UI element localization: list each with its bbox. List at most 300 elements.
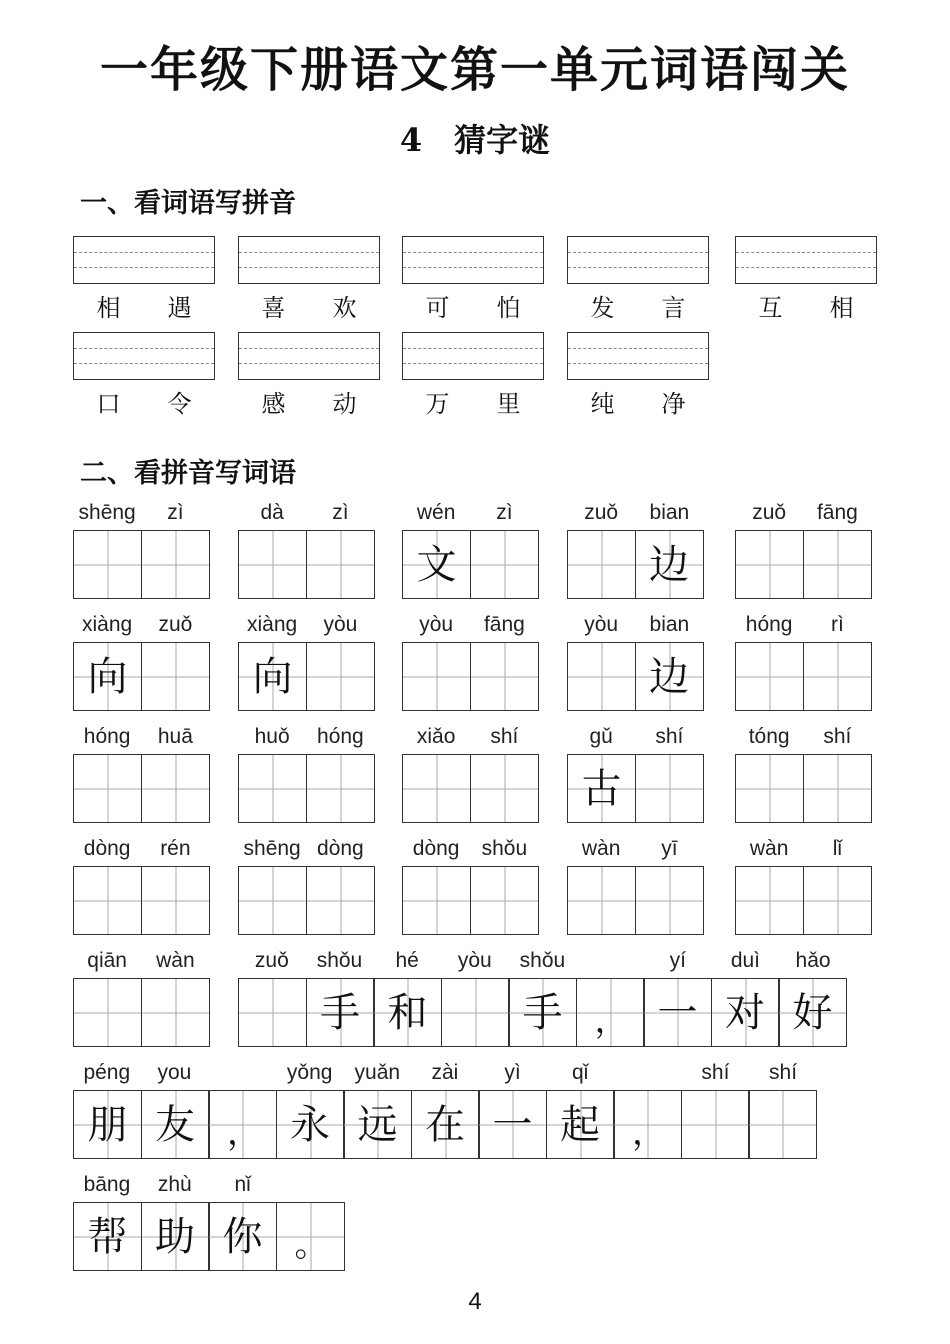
pinyin-syllable: qǐ (572, 1061, 589, 1084)
pinyin-syllable: zuǒ (752, 501, 787, 524)
word-label (402, 384, 544, 419)
word-char: 动 (332, 390, 357, 418)
pinyin-label-row (73, 724, 210, 750)
word-char: 遇 (167, 294, 192, 322)
pinyin-syllable: wàn (749, 837, 789, 860)
pinyin-syllable: wén (416, 501, 456, 524)
writing-cell[interactable] (141, 754, 210, 823)
pinyin-label-row (238, 612, 375, 638)
guide-line (403, 348, 543, 349)
word-char: 可 (425, 294, 450, 322)
guide-line (239, 348, 379, 349)
cell-char: 助 (155, 1213, 195, 1260)
cell-char: 手 (320, 989, 360, 1036)
word-char: 相 (96, 294, 121, 322)
tianzige-grid (735, 530, 870, 599)
pinyin-syllable: yǒng (286, 1061, 333, 1084)
cell-char: ， (632, 1113, 666, 1153)
writing-cell[interactable] (546, 1090, 615, 1159)
word-label (238, 384, 380, 419)
word-char: 发 (590, 294, 615, 322)
tianzige-grid (567, 866, 702, 935)
tianzige-grid (73, 866, 208, 935)
writing-cell[interactable] (735, 866, 804, 935)
writing-cell[interactable] (803, 530, 872, 599)
pinyin-syllable: fāng (483, 613, 525, 636)
cell-char: 你 (222, 1213, 263, 1260)
writing-cell[interactable] (141, 978, 210, 1047)
writing-cell[interactable] (141, 530, 210, 599)
cell-char: 好 (792, 989, 833, 1036)
word-char: 净 (661, 390, 686, 418)
cell-char (142, 979, 209, 1046)
pinyin-syllable: shēng (243, 837, 301, 860)
pinyin-syllable: shǒu (316, 949, 363, 972)
cell-char (307, 755, 374, 822)
pinyin-input-box[interactable] (238, 236, 380, 284)
writing-cell[interactable] (735, 530, 804, 599)
word-char: 言 (661, 294, 686, 322)
pinyin-label-row (238, 836, 375, 862)
cell-char (403, 755, 470, 822)
tianzige-grid (73, 754, 208, 823)
writing-cell[interactable] (141, 642, 210, 711)
writing-cell[interactable] (803, 642, 872, 711)
pinyin-syllable: fāng (816, 501, 858, 524)
cell-char (736, 531, 803, 598)
cell-char: ， (227, 1113, 261, 1153)
pinyin-syllable: shēng (78, 501, 136, 524)
tianzige-grid (238, 978, 846, 1047)
pinyin-label-row (73, 1060, 817, 1086)
writing-cell[interactable] (478, 1090, 547, 1159)
writing-cell[interactable] (681, 1090, 750, 1159)
writing-cell[interactable] (778, 978, 847, 1047)
writing-cell[interactable] (508, 978, 577, 1047)
writing-cell[interactable] (306, 866, 375, 935)
cell-char (142, 531, 209, 598)
guide-line (568, 267, 708, 268)
guide-line (74, 363, 214, 364)
pinyin-input-box[interactable] (73, 332, 215, 380)
writing-cell[interactable] (73, 754, 142, 823)
cell-char: 一 (492, 1101, 533, 1148)
pinyin-syllable: yòu (419, 613, 454, 636)
cell-char (442, 979, 509, 1046)
word-label (238, 288, 380, 323)
section-heading-words: 二、看拼音写词语 (80, 458, 296, 489)
cell-char: 边 (649, 653, 689, 700)
writing-cell[interactable] (402, 754, 471, 823)
cell-char (636, 755, 703, 822)
pinyin-syllable: zuǒ (254, 949, 289, 972)
writing-cell[interactable] (73, 642, 142, 711)
guide-line (568, 363, 708, 364)
writing-cell[interactable] (470, 754, 539, 823)
pinyin-syllable: hóng (317, 725, 364, 748)
pinyin-syllable: yì (504, 1061, 521, 1084)
cell-char (142, 755, 209, 822)
pinyin-label-row (402, 612, 539, 638)
pinyin-label-row (567, 612, 704, 638)
section-heading-pinyin: 一、看词语写拼音 (80, 188, 296, 219)
pinyin-syllable: shǒu (481, 837, 528, 860)
pinyin-label-row (238, 500, 375, 526)
pinyin-syllable: hé (395, 949, 419, 972)
pinyin-syllable: nǐ (234, 1173, 251, 1196)
word-char: 万 (425, 390, 450, 418)
cell-char: 向 (252, 653, 293, 700)
pinyin-syllable: wàn (581, 837, 621, 860)
tianzige-grid (402, 530, 537, 599)
pinyin-syllable: hóng (745, 613, 793, 636)
cell-char: 和 (387, 989, 428, 1036)
cell-char (749, 1091, 816, 1158)
cell-char: 手 (522, 989, 563, 1036)
writing-cell[interactable] (276, 1090, 345, 1159)
pinyin-syllable: shí (823, 725, 852, 748)
pinyin-syllable: yòu (323, 613, 358, 636)
writing-cell[interactable] (567, 866, 636, 935)
cell-char (736, 643, 803, 710)
writing-cell[interactable] (141, 1090, 210, 1159)
cell-char (239, 531, 306, 598)
pinyin-syllable: rén (160, 837, 191, 860)
writing-cell[interactable] (238, 530, 307, 599)
writing-cell[interactable] (208, 1202, 277, 1271)
guide-line (239, 363, 379, 364)
pinyin-syllable: tóng (748, 725, 790, 748)
cell-char: 边 (649, 541, 689, 588)
word-label (567, 288, 709, 323)
pinyin-label-row (238, 948, 847, 974)
pinyin-label-row (402, 724, 539, 750)
word-label (73, 384, 215, 419)
pinyin-syllable: dòng (83, 837, 131, 860)
writing-cell[interactable] (635, 530, 704, 599)
guide-line (239, 267, 379, 268)
writing-cell[interactable] (711, 978, 780, 1047)
cell-char: 文 (416, 541, 457, 588)
tianzige-grid (238, 530, 373, 599)
pinyin-syllable: shí (701, 1061, 730, 1084)
tianzige-grid (735, 642, 870, 711)
cell-char: 友 (155, 1101, 195, 1148)
guide-line (403, 252, 543, 253)
pinyin-input-box[interactable] (238, 332, 380, 380)
word-char: 里 (496, 390, 521, 418)
tianzige-grid (402, 754, 537, 823)
cell-char (74, 867, 141, 934)
pinyin-syllable: shǒu (519, 949, 566, 972)
pinyin-syllable: you (157, 1061, 192, 1084)
pinyin-syllable: yī (661, 837, 678, 860)
cell-char (142, 643, 209, 710)
pinyin-syllable (614, 1060, 682, 1086)
pinyin-syllable: hǎo (795, 949, 831, 972)
writing-cell[interactable] (613, 1090, 682, 1159)
writing-cell[interactable] (276, 1202, 345, 1271)
cell-char (804, 867, 871, 934)
pinyin-input-box[interactable] (567, 236, 709, 284)
cell-char (403, 643, 470, 710)
cell-char (471, 531, 538, 598)
cell-char (636, 867, 703, 934)
guide-line (74, 252, 214, 253)
cell-char (804, 643, 871, 710)
pinyin-syllable: bāng (83, 1173, 131, 1196)
tianzige-grid (402, 642, 537, 711)
pinyin-syllable: xiàng (247, 613, 298, 636)
writing-cell[interactable] (470, 866, 539, 935)
cell-char (568, 867, 635, 934)
guide-line (74, 348, 214, 349)
writing-cell[interactable] (567, 754, 636, 823)
pinyin-syllable: zài (431, 1061, 459, 1084)
writing-cell[interactable] (567, 530, 636, 599)
pinyin-syllable: duì (730, 949, 761, 972)
writing-cell[interactable] (635, 754, 704, 823)
pinyin-syllable: zì (332, 501, 349, 524)
writing-cell[interactable] (141, 1202, 210, 1271)
writing-cell[interactable] (373, 978, 442, 1047)
pinyin-syllable: shí (655, 725, 684, 748)
tianzige-grid (73, 642, 208, 711)
writing-cell[interactable] (238, 866, 307, 935)
writing-cell[interactable] (73, 978, 142, 1047)
pinyin-syllable: dòng (412, 837, 460, 860)
writing-cell[interactable] (73, 866, 142, 935)
cell-char (239, 867, 306, 934)
pinyin-label-row (567, 500, 704, 526)
pinyin-label-row (402, 500, 539, 526)
writing-cell[interactable] (73, 1202, 142, 1271)
pinyin-syllable: gǔ (589, 725, 613, 748)
cell-char: ， (594, 1001, 629, 1041)
writing-cell[interactable] (73, 530, 142, 599)
tianzige-grid (567, 642, 702, 711)
guide-line (568, 252, 708, 253)
pinyin-syllable: wàn (156, 949, 195, 972)
cell-char: 在 (425, 1101, 465, 1148)
writing-cell[interactable] (343, 1090, 412, 1159)
pinyin-label-row (735, 500, 872, 526)
word-char: 喜 (261, 294, 286, 322)
pinyin-syllable: lǐ (832, 837, 843, 860)
writing-cell[interactable] (643, 978, 712, 1047)
tianzige-grid (73, 1202, 343, 1271)
writing-cell[interactable] (306, 530, 375, 599)
cell-char: 对 (725, 989, 765, 1036)
writing-cell[interactable] (238, 642, 307, 711)
tianzige-grid (73, 978, 208, 1047)
word-char: 怕 (496, 294, 521, 322)
cell-char (568, 531, 635, 598)
cell-char: 帮 (87, 1213, 128, 1260)
writing-cell[interactable] (470, 530, 539, 599)
writing-cell[interactable] (402, 866, 471, 935)
word-char: 令 (167, 390, 192, 418)
cell-char: 一 (657, 989, 698, 1036)
pinyin-syllable: yuǎn (354, 1061, 401, 1084)
writing-cell[interactable] (441, 978, 510, 1047)
cell-char (804, 755, 871, 822)
pinyin-label-row (735, 836, 872, 862)
lesson-title: 4 猜字谜 (399, 121, 551, 159)
pinyin-input-box[interactable] (402, 332, 544, 380)
cell-char (682, 1091, 749, 1158)
pinyin-label-row (73, 612, 210, 638)
page-title: 一年级下册语文第一单元词语闯关 (99, 42, 850, 98)
cell-char (471, 755, 538, 822)
cell-char (74, 531, 141, 598)
pinyin-label-row (567, 724, 704, 750)
pinyin-syllable: hóng (83, 725, 131, 748)
writing-cell[interactable] (141, 866, 210, 935)
pinyin-syllable: péng (83, 1061, 131, 1084)
cell-char (142, 867, 209, 934)
guide-line (736, 267, 876, 268)
word-char: 口 (96, 390, 121, 418)
word-char: 互 (758, 294, 783, 322)
writing-cell[interactable] (411, 1090, 480, 1159)
tianzige-grid (735, 866, 870, 935)
tianzige-grid (238, 642, 373, 711)
guide-line (568, 348, 708, 349)
writing-cell[interactable] (402, 530, 471, 599)
pinyin-syllable: yòu (584, 613, 619, 636)
pinyin-syllable: xiǎo (416, 725, 456, 748)
cell-char: 永 (290, 1101, 330, 1148)
pinyin-syllable: zì (167, 501, 184, 524)
pinyin-input-box[interactable] (567, 332, 709, 380)
pinyin-input-box[interactable] (73, 236, 215, 284)
cell-char (307, 531, 374, 598)
tianzige-grid (73, 1090, 816, 1159)
page-number: 4 (468, 1288, 482, 1315)
word-label (402, 288, 544, 323)
pinyin-syllable: shí (490, 725, 519, 748)
writing-cell[interactable] (238, 754, 307, 823)
cell-char (736, 755, 803, 822)
pinyin-syllable: shí (769, 1061, 798, 1084)
cell-char (74, 755, 141, 822)
guide-line (239, 252, 379, 253)
tianzige-grid (402, 866, 537, 935)
word-char: 感 (261, 390, 286, 418)
word-label (73, 288, 215, 323)
cell-char (471, 867, 538, 934)
writing-cell[interactable] (803, 866, 872, 935)
tianzige-grid (735, 754, 870, 823)
writing-cell[interactable] (735, 642, 804, 711)
cell-char (307, 643, 374, 710)
writing-cell[interactable] (306, 978, 375, 1047)
pinyin-syllable (277, 1172, 345, 1198)
cell-char: 古 (581, 765, 622, 812)
word-char: 纯 (590, 390, 615, 418)
tianzige-grid (73, 530, 208, 599)
pinyin-label-row (735, 724, 872, 750)
pinyin-label-row (73, 1172, 345, 1198)
writing-cell[interactable] (402, 642, 471, 711)
pinyin-input-box[interactable] (402, 236, 544, 284)
pinyin-syllable: bian (649, 501, 690, 524)
pinyin-syllable: huǒ (254, 725, 290, 748)
writing-cell[interactable] (306, 754, 375, 823)
tianzige-grid (567, 754, 702, 823)
pinyin-label-row (402, 836, 539, 862)
pinyin-syllable: huā (157, 725, 193, 748)
pinyin-syllable: dà (260, 501, 284, 524)
pinyin-label-row (73, 836, 210, 862)
cell-char: 。 (294, 1225, 329, 1265)
cell-char (307, 867, 374, 934)
pinyin-syllable (576, 948, 644, 974)
pinyin-syllable: rì (830, 613, 844, 636)
writing-cell[interactable] (635, 642, 704, 711)
writing-cell[interactable] (635, 866, 704, 935)
pinyin-syllable: zuǒ (158, 613, 193, 636)
writing-cell[interactable] (748, 1090, 817, 1159)
writing-cell[interactable] (470, 642, 539, 711)
pinyin-syllable (208, 1060, 276, 1086)
pinyin-syllable: zì (496, 501, 513, 524)
pinyin-syllable: bian (649, 613, 690, 636)
tianzige-grid (238, 754, 373, 823)
cell-char (403, 867, 470, 934)
writing-cell[interactable] (306, 642, 375, 711)
word-char: 欢 (332, 294, 357, 322)
cell-char (471, 643, 538, 710)
pinyin-syllable: zuǒ (584, 501, 619, 524)
pinyin-syllable: zhù (157, 1173, 192, 1196)
pinyin-label-row (238, 724, 375, 750)
cell-char: 朋 (87, 1101, 128, 1148)
pinyin-syllable: xiàng (82, 613, 133, 636)
pinyin-syllable: yòu (457, 949, 492, 972)
pinyin-label-row (567, 836, 704, 862)
writing-cell[interactable] (735, 754, 804, 823)
cell-char (736, 867, 803, 934)
cell-char: 起 (560, 1101, 600, 1148)
pinyin-syllable: yí (669, 949, 686, 972)
pinyin-syllable: qiān (87, 949, 127, 972)
cell-char (239, 755, 306, 822)
writing-cell[interactable] (803, 754, 872, 823)
cell-char (74, 979, 141, 1046)
pinyin-input-box[interactable] (735, 236, 877, 284)
writing-cell[interactable] (576, 978, 645, 1047)
writing-cell[interactable] (567, 642, 636, 711)
cell-char (804, 531, 871, 598)
cell-char (568, 643, 635, 710)
pinyin-label-row (735, 612, 872, 638)
word-label (735, 288, 877, 323)
writing-cell[interactable] (73, 1090, 142, 1159)
pinyin-label-row (73, 500, 210, 526)
word-label (567, 384, 709, 419)
guide-line (74, 267, 214, 268)
writing-cell[interactable] (208, 1090, 277, 1159)
pinyin-syllable: dòng (317, 837, 364, 860)
writing-cell[interactable] (238, 978, 307, 1047)
tianzige-grid (567, 530, 702, 599)
cell-char: 远 (357, 1101, 398, 1148)
cell-char (239, 979, 306, 1046)
word-char: 相 (829, 294, 854, 322)
guide-line (736, 252, 876, 253)
